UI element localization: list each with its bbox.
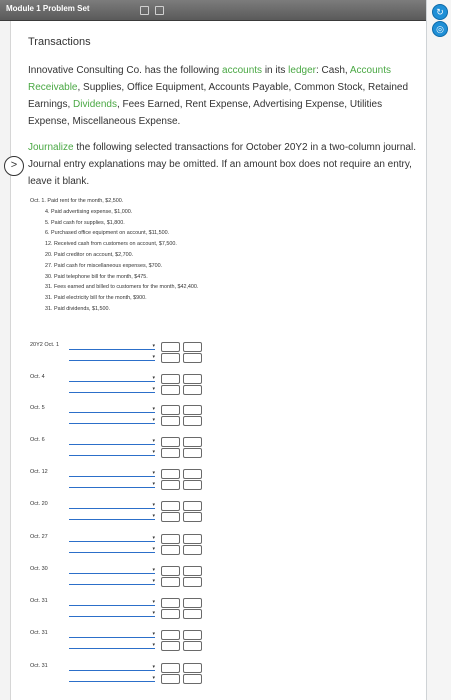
credit-amount-input[interactable] — [183, 512, 202, 522]
entry-row — [69, 480, 191, 489]
credit-account-select[interactable] — [69, 577, 155, 585]
dropdown-arrow-icon: ▾ — [152, 449, 155, 455]
chevron-right-icon: > — [10, 159, 18, 171]
accounts-receivable-link[interactable]: Accounts Receivable — [28, 65, 392, 93]
dropdown-arrow-icon: ▾ — [152, 535, 155, 541]
dropdown-arrow-icon: ▾ — [152, 567, 155, 573]
debit-amount-input[interactable] — [161, 469, 180, 479]
debit-amount-input[interactable] — [161, 512, 180, 522]
transaction-item: 31. Fees earned and billed to customers for the month, $42,400. — [45, 284, 199, 291]
window-title: Module 1 Problem Set — [6, 4, 90, 13]
credit-amount-input[interactable] — [183, 405, 202, 415]
credit-amount-input[interactable] — [183, 566, 202, 576]
debit-amount-input[interactable] — [161, 416, 180, 426]
entry-row — [69, 501, 191, 510]
credit-amount-input[interactable] — [183, 663, 202, 673]
dropdown-arrow-icon: ▾ — [152, 599, 155, 605]
debit-amount-input[interactable] — [161, 448, 180, 458]
journal-entry — [30, 405, 190, 427]
debit-amount-input[interactable] — [161, 480, 180, 490]
dropdown-arrow-icon: ▾ — [152, 502, 155, 508]
entry-row — [69, 374, 191, 383]
intro-text: , Fees Earned, Rent Expense, Advertising Expense, Utilities Expense, Miscellaneous Expense. — [28, 99, 383, 127]
dropdown-arrow-icon: ▾ — [152, 438, 155, 444]
transaction-item: 4. Paid advertising expense, $1,000. — [45, 208, 133, 215]
debit-amount-input[interactable] — [161, 674, 180, 684]
dropdown-arrow-icon: ▾ — [152, 578, 155, 584]
debit-amount-input[interactable] — [161, 609, 180, 619]
entry-row — [69, 469, 191, 478]
dropdown-arrow-icon: ▾ — [152, 642, 155, 648]
credit-account-select[interactable] — [69, 609, 155, 617]
entry-row — [69, 630, 191, 639]
credit-amount-input[interactable] — [183, 448, 202, 458]
dropdown-arrow-icon: ▾ — [152, 354, 155, 360]
journal-entry — [30, 534, 190, 556]
entry-date-label: Oct. 27 — [30, 534, 48, 540]
intro-text: Innovative Consulting Co. has the following — [28, 65, 223, 76]
journalize-link[interactable]: Journalize — [28, 142, 74, 153]
next-arrow-button[interactable] — [4, 156, 24, 176]
entry-date-label: Oct. 31 — [30, 598, 48, 604]
journal-entry — [30, 566, 190, 588]
entry-date-label: 20Y2 Oct. 1 — [30, 342, 60, 348]
entry-row — [69, 609, 191, 618]
debit-amount-input[interactable] — [161, 545, 180, 555]
credit-amount-input[interactable] — [183, 598, 202, 608]
dividends-link[interactable]: Dividends — [73, 99, 117, 110]
debit-account-select[interactable] — [69, 342, 155, 350]
entry-row — [69, 342, 191, 351]
dropdown-arrow-icon: ▾ — [152, 375, 155, 381]
debit-amount-input[interactable] — [161, 630, 180, 640]
dropdown-arrow-icon: ▾ — [152, 675, 155, 681]
entry-row — [69, 577, 191, 586]
debit-account-select[interactable] — [69, 374, 155, 382]
transaction-item: Oct. 1. Paid rent for the month, $2,500. — [30, 198, 124, 204]
transaction-item: 5. Paid cash for supplies, $1,800. — [45, 219, 125, 226]
entry-row — [69, 598, 191, 607]
debit-amount-input[interactable] — [161, 374, 180, 384]
credit-account-select[interactable] — [69, 480, 155, 488]
transactions-list — [30, 196, 198, 315]
journal-entry — [30, 342, 190, 364]
credit-amount-input[interactable] — [183, 534, 202, 544]
left-border — [0, 21, 11, 700]
debit-amount-input[interactable] — [161, 598, 180, 608]
credit-account-select[interactable] — [69, 545, 155, 553]
dropdown-arrow-icon: ▾ — [152, 470, 155, 476]
debit-account-select[interactable] — [69, 437, 155, 445]
dropdown-arrow-icon: ▾ — [152, 417, 155, 423]
journal-entry — [30, 598, 190, 620]
credit-amount-input[interactable] — [183, 385, 202, 395]
credit-amount-input[interactable] — [183, 374, 202, 384]
entry-row — [69, 437, 191, 446]
credit-account-select[interactable] — [69, 353, 155, 361]
debit-account-select[interactable] — [69, 663, 155, 671]
dropdown-arrow-icon: ▾ — [152, 546, 155, 552]
dropdown-arrow-icon: ▾ — [152, 343, 155, 349]
journal-entry — [30, 663, 190, 685]
entry-date-label: Oct. 30 — [30, 566, 48, 572]
transaction-item: 6. Purchased office equipment on account, $11,500. — [45, 230, 170, 237]
credit-amount-input[interactable] — [183, 437, 202, 447]
instructions-text: the following selected transactions for October 20Y2 in a two-column journal. Journal entry explanations may be omitted. If an amount box does not require an entry, leave it blank. — [28, 142, 416, 187]
ledger-link[interactable]: ledger — [288, 65, 316, 76]
credit-amount-input[interactable] — [183, 353, 202, 363]
accounts-link[interactable]: accounts — [222, 65, 263, 76]
debit-amount-input[interactable] — [161, 577, 180, 587]
credit-amount-input[interactable] — [183, 545, 202, 555]
info-icon[interactable]: ◎ — [432, 21, 448, 37]
entry-row — [69, 512, 191, 521]
window-titlebar — [0, 0, 426, 21]
entry-row — [69, 674, 191, 683]
window-icon[interactable] — [140, 6, 149, 15]
dropdown-arrow-icon: ▾ — [152, 631, 155, 637]
section-heading: Transactions — [28, 36, 91, 48]
debit-amount-input[interactable] — [161, 405, 180, 415]
intro-text: : Cash, — [315, 65, 350, 76]
entry-date-label: Oct. 12 — [30, 469, 48, 475]
intro-paragraph — [28, 62, 420, 130]
transaction-item: 31. Paid electricity bill for the month, $900. — [45, 295, 147, 302]
credit-amount-input[interactable] — [183, 416, 202, 426]
credit-amount-input[interactable] — [183, 342, 202, 352]
entry-row — [69, 566, 191, 575]
credit-account-select[interactable] — [69, 674, 155, 682]
dropdown-arrow-icon: ▾ — [152, 664, 155, 670]
intro-text: , Supplies, Office Equipment, Accounts Payable, Common Stock, Retained Earnings, — [28, 82, 409, 110]
debit-account-select[interactable] — [69, 630, 155, 638]
entry-row — [69, 405, 191, 414]
entry-date-label: Oct. 4 — [30, 374, 45, 380]
debit-account-select[interactable] — [69, 598, 155, 606]
debit-amount-input[interactable] — [161, 663, 180, 673]
transaction-item: 27. Paid cash for miscellaneous expenses, $700. — [45, 262, 163, 269]
debit-account-select[interactable] — [69, 469, 155, 477]
debit-account-select[interactable] — [69, 566, 155, 574]
entry-row — [69, 353, 191, 362]
debit-amount-input[interactable] — [161, 353, 180, 363]
dropdown-arrow-icon: ▾ — [152, 386, 155, 392]
instructions-paragraph — [28, 139, 420, 190]
debit-account-select[interactable] — [69, 501, 155, 509]
intro-text: in its — [262, 65, 289, 76]
dropdown-arrow-icon: ▾ — [152, 513, 155, 519]
transaction-item: 20. Paid creditor on account, $2,700. — [45, 251, 134, 258]
journal-entry — [30, 437, 190, 459]
transaction-item: 31. Paid dividends, $1,500. — [45, 305, 111, 312]
dropdown-arrow-icon: ▾ — [152, 610, 155, 616]
journal-entry — [30, 501, 190, 523]
debit-amount-input[interactable] — [161, 385, 180, 395]
credit-account-select[interactable] — [69, 512, 155, 520]
transaction-item: 12. Received cash from customers on account, $7,500. — [45, 241, 177, 248]
entry-date-label: Oct. 5 — [30, 405, 45, 411]
entry-row — [69, 663, 191, 672]
hint-icon[interactable]: ↻ — [432, 4, 448, 20]
entry-row — [69, 385, 191, 394]
credit-account-select[interactable] — [69, 448, 155, 456]
entry-date-label: Oct. 31 — [30, 630, 48, 636]
entry-date-label: Oct. 31 — [30, 663, 48, 669]
debit-account-select[interactable] — [69, 405, 155, 413]
debit-amount-input[interactable] — [161, 641, 180, 651]
journal-entry — [30, 630, 190, 652]
credit-amount-input[interactable] — [183, 501, 202, 511]
debit-amount-input[interactable] — [161, 342, 180, 352]
debit-account-select[interactable] — [69, 534, 155, 542]
problem-content — [28, 36, 420, 190]
credit-amount-input[interactable] — [183, 641, 202, 651]
credit-amount-input[interactable] — [183, 674, 202, 684]
side-panel — [426, 0, 451, 700]
debit-amount-input[interactable] — [161, 534, 180, 544]
dropdown-arrow-icon: ▾ — [152, 481, 155, 487]
entry-date-label: Oct. 20 — [30, 501, 48, 507]
debit-amount-input[interactable] — [161, 501, 180, 511]
dropdown-arrow-icon: ▾ — [152, 406, 155, 412]
credit-amount-input[interactable] — [183, 609, 202, 619]
credit-account-select[interactable] — [69, 641, 155, 649]
entry-date-label: Oct. 6 — [30, 437, 45, 443]
window-icon-2[interactable] — [155, 6, 164, 15]
entry-row — [69, 534, 191, 543]
entry-row — [69, 545, 191, 554]
entry-row — [69, 641, 191, 650]
entry-row — [69, 416, 191, 425]
transaction-item: 30. Paid telephone bill for the month, $475. — [45, 273, 148, 280]
journal-entry — [30, 374, 190, 396]
credit-amount-input[interactable] — [183, 630, 202, 640]
credit-account-select[interactable] — [69, 416, 155, 424]
debit-amount-input[interactable] — [161, 437, 180, 447]
entry-row — [69, 448, 191, 457]
credit-account-select[interactable] — [69, 385, 155, 393]
credit-amount-input[interactable] — [183, 577, 202, 587]
credit-amount-input[interactable] — [183, 469, 202, 479]
debit-amount-input[interactable] — [161, 566, 180, 576]
credit-amount-input[interactable] — [183, 480, 202, 490]
journal-entry — [30, 469, 190, 491]
